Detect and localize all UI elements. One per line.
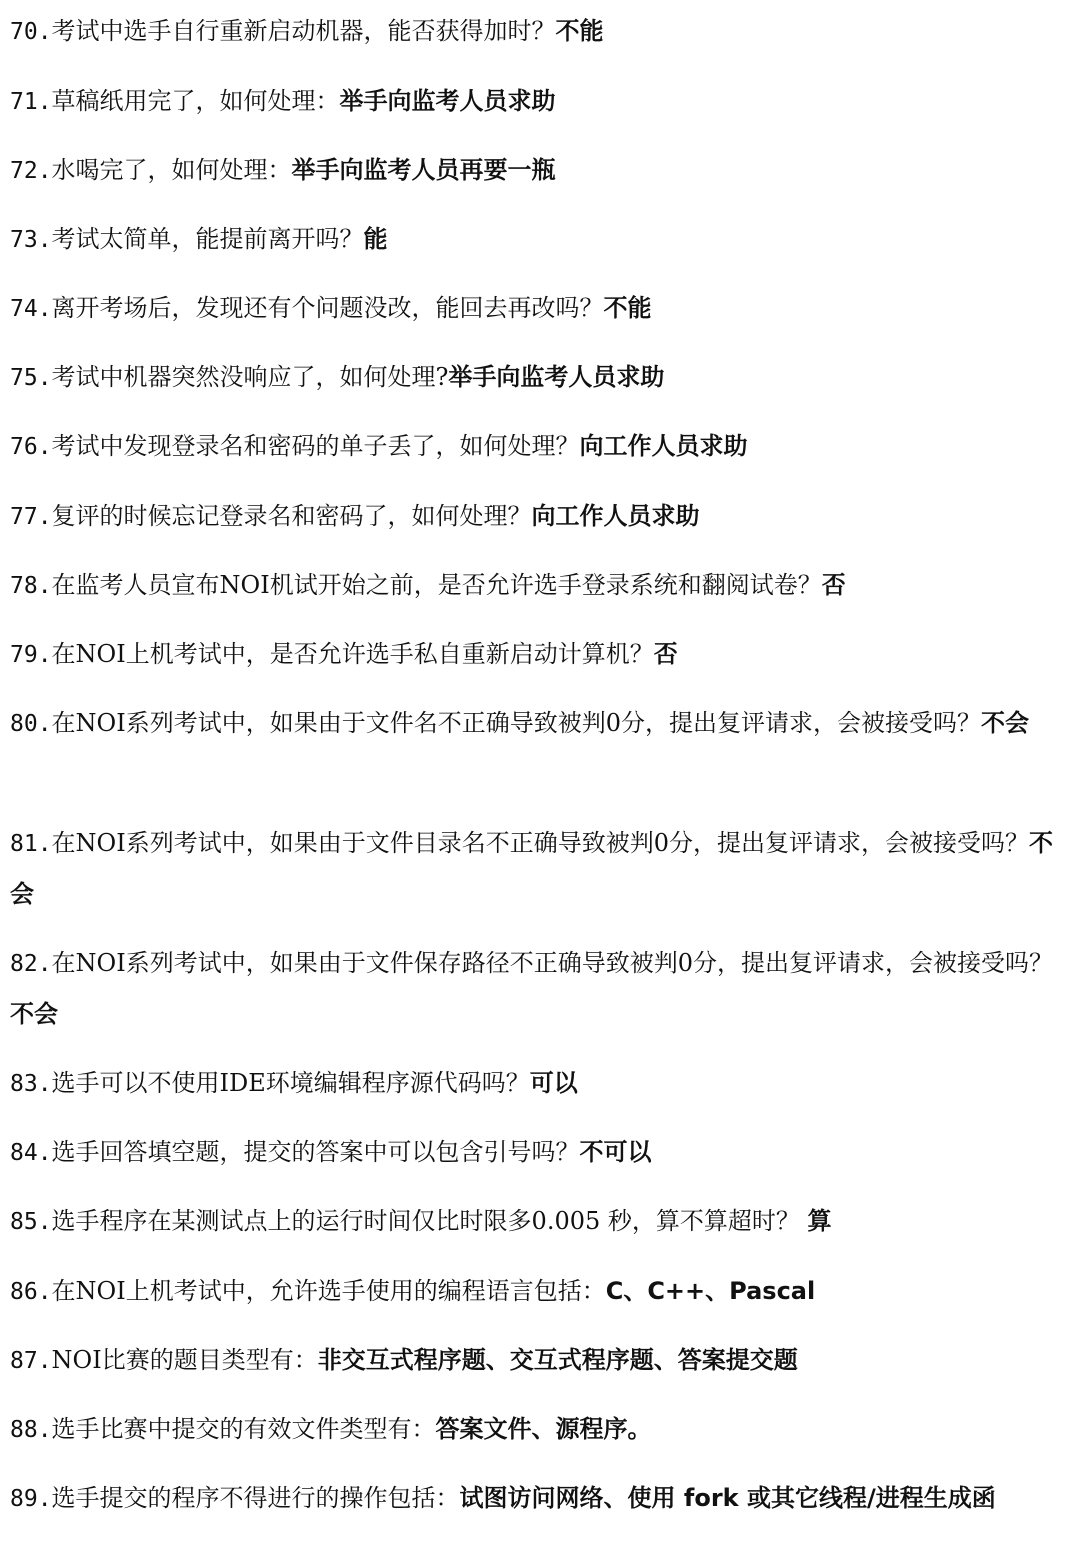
question-text: 在NOI上机考试中，是否允许选手私自重新启动计算机？ bbox=[51, 640, 654, 668]
qa-item-84 bbox=[10, 1127, 1072, 1178]
item-number: 81. bbox=[10, 831, 52, 857]
qa-item-74 bbox=[10, 283, 1072, 334]
answer-text: 否 bbox=[653, 640, 678, 668]
item-number: 76. bbox=[10, 434, 52, 460]
answer-text: 试图访问网络、使用 fork 或其它线程/进程生成函 bbox=[459, 1484, 996, 1512]
question-text: 选手回答填空题，提交的答案中可以包含引号吗？ bbox=[51, 1138, 580, 1166]
qa-item-75 bbox=[10, 352, 1072, 403]
question-text: 复评的时候忘记登录名和密码了，如何处理？ bbox=[51, 502, 532, 530]
answer-text: 算 bbox=[807, 1207, 832, 1235]
answer-text: 不能 bbox=[603, 294, 652, 322]
question-text: 选手可以不使用IDE环境编辑程序源代码吗？ bbox=[51, 1069, 530, 1097]
answer-text: 向工作人员求助 bbox=[579, 432, 748, 460]
item-number: 85. bbox=[10, 1209, 52, 1235]
qa-item-89 bbox=[10, 1473, 1072, 1524]
qa-item-77 bbox=[10, 491, 1072, 542]
item-number: 79. bbox=[10, 642, 52, 668]
answer-text: 不能 bbox=[555, 17, 604, 45]
qa-item-82 bbox=[10, 938, 1072, 1039]
question-text: 在监考人员宣布NOI机试开始之前，是否允许选手登录系统和翻阅试卷？ bbox=[51, 571, 822, 599]
question-text: 选手程序在某测试点上的运行时间仅比时限多0.005 秒，算不算超时？ bbox=[51, 1207, 808, 1235]
answer-text: 答案文件、源程序。 bbox=[435, 1415, 652, 1443]
item-number: 77. bbox=[10, 504, 52, 530]
item-number: 82. bbox=[10, 951, 52, 977]
question-text: 考试中发现登录名和密码的单子丢了，如何处理？ bbox=[51, 432, 580, 460]
item-number: 72. bbox=[10, 158, 52, 184]
item-number: 89. bbox=[10, 1486, 52, 1512]
item-number: 84. bbox=[10, 1140, 52, 1166]
qa-item-81 bbox=[10, 818, 1072, 919]
item-number: 88. bbox=[10, 1417, 52, 1443]
answer-text: 不可以 bbox=[579, 1138, 652, 1166]
question-text: 离开考场后，发现还有个问题没改，能回去再改吗？ bbox=[51, 294, 604, 322]
qa-item-80 bbox=[10, 698, 1072, 749]
item-number: 75. bbox=[10, 365, 52, 391]
answer-text: 举手向监考人员再要一瓶 bbox=[291, 156, 556, 184]
qa-item-76 bbox=[10, 421, 1072, 472]
qa-item-88 bbox=[10, 1404, 1072, 1455]
answer-text: 否 bbox=[821, 571, 846, 599]
answer-text: 可以 bbox=[529, 1069, 578, 1097]
qa-item-86 bbox=[10, 1266, 1072, 1317]
qa-item-87 bbox=[10, 1335, 1072, 1386]
question-text: 在NOI系列考试中，如果由于文件保存路径不正确导致被判0分，提出复评请求，会被接受吗？ bbox=[51, 949, 1053, 977]
qa-item-78 bbox=[10, 560, 1072, 611]
answer-text: 举手向监考人员求助 bbox=[339, 87, 556, 115]
answer-text: 不会 bbox=[10, 829, 1053, 908]
qa-item-73 bbox=[10, 214, 1072, 265]
qa-item-85 bbox=[10, 1196, 1072, 1247]
qa-item-70 bbox=[10, 6, 1072, 57]
question-text: 考试中选手自行重新启动机器，能否获得加时？ bbox=[51, 17, 556, 45]
item-number: 71. bbox=[10, 89, 52, 115]
question-text: 在NOI系列考试中，如果由于文件目录名不正确导致被判0分，提出复评请求，会被接受吗？ bbox=[51, 829, 1029, 857]
question-text: 选手提交的程序不得进行的操作包括： bbox=[51, 1484, 460, 1512]
question-text: 考试太简单，能提前离开吗？ bbox=[51, 225, 364, 253]
question-text: 在NOI上机考试中，允许选手使用的编程语言包括： bbox=[51, 1277, 606, 1305]
question-text: 水喝完了，如何处理： bbox=[51, 156, 292, 184]
question-text: 选手比赛中提交的有效文件类型有： bbox=[51, 1415, 436, 1443]
item-number: 70. bbox=[10, 19, 52, 45]
item-number: 78. bbox=[10, 573, 52, 599]
qa-item-72 bbox=[10, 145, 1072, 196]
question-text: 考试中机器突然没响应了，如何处理? bbox=[51, 363, 449, 391]
answer-text: 不会 bbox=[10, 1000, 58, 1028]
answer-text: C、C++、Pascal bbox=[605, 1277, 816, 1305]
item-number: 87. bbox=[10, 1348, 52, 1374]
item-number: 74. bbox=[10, 296, 52, 322]
item-number: 80. bbox=[10, 711, 52, 737]
qa-item-71 bbox=[10, 76, 1072, 127]
qa-item-83 bbox=[10, 1058, 1072, 1109]
answer-text: 能 bbox=[363, 225, 388, 253]
item-number: 73. bbox=[10, 227, 52, 253]
answer-text: 不会 bbox=[980, 709, 1029, 737]
answer-text: 非交互式程序题、交互式程序题、答案提交题 bbox=[317, 1346, 798, 1374]
answer-text: 举手向监考人员求助 bbox=[448, 363, 665, 391]
item-number: 83. bbox=[10, 1071, 52, 1097]
question-text: NOI比赛的题目类型有： bbox=[51, 1346, 318, 1374]
question-text: 在NOI系列考试中，如果由于文件名不正确导致被判0分，提出复评请求，会被接受吗？ bbox=[51, 709, 981, 737]
qa-item-79 bbox=[10, 629, 1072, 680]
question-text: 草稿纸用完了，如何处理： bbox=[51, 87, 340, 115]
answer-text: 向工作人员求助 bbox=[531, 502, 700, 530]
item-number: 86. bbox=[10, 1279, 52, 1305]
